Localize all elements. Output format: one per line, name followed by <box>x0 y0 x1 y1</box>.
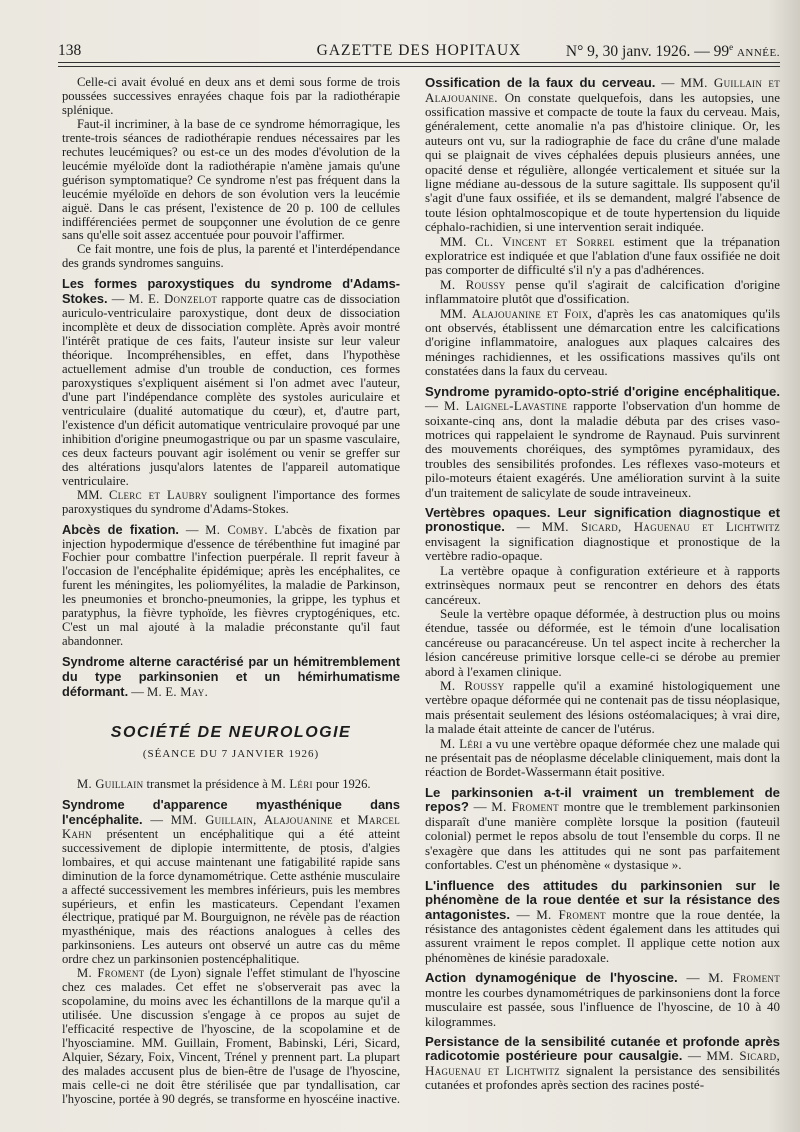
author-name: M. Laignel-Lavastine <box>443 398 568 414</box>
author-name: Marcel Kahn <box>62 812 401 841</box>
text-fragment: rappelle qu'il a examiné histologiquement une vertèbre opaque déformée qui ne contenait pas de tissu néoplasique, mais présentait seulement des lésions ostéomalaciques; à vrai dire, la malade était atteinte de cancer de l'utérus. <box>425 678 780 737</box>
text-fragment: MM. <box>440 305 472 321</box>
right-column <box>425 76 780 1093</box>
paragraph <box>425 307 780 379</box>
issue-info <box>566 42 780 61</box>
section-title: Abcès de fixation. <box>62 521 179 537</box>
section-syndrome-alterne <box>62 655 400 700</box>
paragraph: Ce fait montre, une fois de plus, la parenté et l'interdépendance des grands syndromes sanguins. <box>62 242 400 271</box>
section-lead: Vertèbres opaques. Leur signification diagnostique et pronostique. — MM. Sicard, Haguenau et Lichtwitz envisagent la signification diagnostique et pronostique de la vertèbre radio-opaque. <box>425 504 781 564</box>
seance-date: (SÉANCE DU 7 JANVIER 1926) <box>142 747 320 760</box>
section-text: montre que la roue dentée, la résistance des antagonistes cèdent également dans les attitudes qui assurent vraiment le repos complet. Il applique cette notion aux phénomènes de kinésie paradoxale. <box>425 906 781 965</box>
page-number: 138 <box>58 42 82 59</box>
header-rule-thick <box>58 62 780 63</box>
section-title: Syndrome alterne caractérisé par un hémitremblement du type parkinsonien et un hémirhumatisme déformant. <box>62 654 400 700</box>
text-fragment: pense qu'il s'agirait de calcification d'origine inflammatoire plutôt que d'ossification. <box>425 276 780 307</box>
author-name: M. Roussy <box>440 276 506 292</box>
author-name: MM. Guillain et Alajouanine <box>425 75 781 105</box>
author-name: M. Froment <box>536 906 606 922</box>
author-name: Cl. Vincent et Sorrel <box>475 233 615 249</box>
section-title: Vertèbres opaques. Leur signification diagnostique et pronostique. <box>425 504 780 535</box>
section-lead: Syndrome alterne caractérisé par un hémitremblement du type parkinsonien et un hémirhumatisme déformant. — M. E. May. <box>62 654 400 700</box>
paragraph: Seule la vertèbre opaque déformée, à destruction plus ou moins étendue, tassée ou déformée, est le témoin d'une localisation cancéreuse ou paracancéreuse. Un tel aspect incite à rechercher la lésion cancéreuse primitive lorsque celle-ci se dérobe au premier abord à l'examen clinique. <box>425 606 780 679</box>
author-name: Clerc et Laubry <box>109 487 208 502</box>
author-name: M. Léri <box>271 776 313 791</box>
section-text: montre que le tremblement parkinsonien disparaît d'une manière complète lorsque la position (fauteuil colonial) permet le repos absolu de tout l'ensemble du corps. Il ne s'exagère que dans les attitudes qui ne sont pas parfaitement confortables. C'est un phénomène « dystasique ». <box>425 799 781 873</box>
section-hyoscine <box>425 971 780 1029</box>
page-header <box>58 38 780 62</box>
section-title: Les formes paroxystiques du syndrome d'Adams-Stokes. <box>62 276 400 307</box>
section-text: signalent la persistance des sensibilités cutanées et profondes après section des racines posté- <box>425 1062 780 1093</box>
author-name: MM. Guillain, Alajouanine <box>170 812 333 827</box>
section-text: . L'abcès de fixation par injection hypodermique d'essence de térébenthine fut imaginé par Fochier pour combattre l'infection puerpérale. Il reprit faveur à l'occasion de l'encéphalite épidémique; après les encéphalites, ce furent les méningites, les poliomyélites, la maladie de Parkinson, les pneumonies et broncho-pneumonies, la grippe, les typhus et paratyphus, la fièvre typhoïde, les fièvres cryptogéniques, etc. C'est un mal ajouté à la maladie préconstante qu'il faut abandonner. <box>62 522 400 649</box>
paragraph <box>425 679 780 737</box>
journal-title: GAZETTE DES HOPITAUX <box>316 42 522 59</box>
section-title: L'influence des attitudes du parkinsonien sur le phénomène de la roue dentée et sur la résistance des antagonistes. <box>425 877 780 922</box>
author-name: M. Froment <box>491 799 559 815</box>
paragraph <box>425 737 780 780</box>
section-roue-dentee <box>425 879 780 966</box>
section-faux-cerveau <box>425 76 780 379</box>
section-text: rapporte l'observation d'un homme de soixante-cinq ans, dont la maladie débuta par des crises vaso-motrices qui rappelaient le syndrome de Raynaud. Puis survinrent des mouvements choréiques, des symptômes pyramidaux, des troubles des sensibilités profondes. Les réflexes vaso-moteurs et pilo-moteurs étaient exagérés. Une amélioration survint à la suite d'un traitement de salicylate de soude intraveineux. <box>425 398 780 500</box>
section-text: envisagent la signification diagnostique et pronostique de la vertèbre radio-opaque. <box>425 533 780 564</box>
text-fragment: et <box>332 812 358 827</box>
text-fragment: MM. <box>77 487 109 502</box>
issue-number: N° 9, 30 janv. 1926. — 99 <box>565 43 730 61</box>
section-lead: Persistance de la sensibilité cutanée et profonde après radicotomie postérieure pour causalgie. — MM. Sicard, Haguenau et Lichtwitz signalent la persistance des sensibilités cutanées et profondes après section des racines posté- <box>425 1033 781 1093</box>
section-title: Ossification de la faux du cerveau. <box>425 75 656 90</box>
author-name: Alajouanine et Foix <box>471 305 589 321</box>
text-fragment: soulignent l'importance des formes paroxystiques du syndrome d'Adams-Stokes. <box>62 487 400 516</box>
author-name: MM. Sicard, Haguenau et Lichtwitz <box>541 519 781 535</box>
section-text: montre les courbes dynamométriques de parkinsoniens dont la force musculaire est passée, sous l'influence de l'hyoscine, de 10 à 40 kilogrammes. <box>425 984 780 1029</box>
text-fragment: a vu une vertèbre opaque déformée chez une malade qui ne présentait pas de néoplasme décelable cliniquement, mais dont la réaction de Bordet-Wassermann était positive. <box>425 735 780 780</box>
section-text: (de Lyon) signale l'effet stimulant de l'hyoscine chez ces malades. Cet effet ne s'observerait pas avec la scopolamine, du moins avec les échantillons de la marque qu'il a utilisée. Une discussion s'engage à ce propos au sujet de l'efficacité respective de l'hyoscine, de la scopolamine et de l'hyosciamine. MM. Guillain, Froment, Babinski, Léri, Sicard, Alquier, Sézary, Foix, Vincent, Trénel y prennent part. La plupart des malades accusent plus de bien-être de l'usage de l'hyoscine, mais celle-ci ne doit être stérilisée que par tyndallisation, car l'hyoscine, portée à 90 degrés, se transforme en hyoscéine inactive. <box>62 966 401 1106</box>
paragraph <box>425 278 780 307</box>
section-myasthenique <box>62 798 400 1107</box>
section-lead: Abcès de fixation. — M. Comby. L'abcès de fixation par injection hypodermique d'essence de térébenthine fut imaginé par Fochier pour combattre l'infection puerpérale. Il reprit faveur à l'occasion de l'encéphalite épidémique; après les encéphalites, ce furent les méningites, les poliomyélites, la maladie de Parkinson, les pneumonies et broncho-pneumonies, la grippe, les typhus et paratyphus, la fièvre typhoïde, les fièvres cryptogéniques, etc. C'est un mal ajouté à la maladie préconstante qu'il faut abandonner. <box>62 521 400 649</box>
author-name: M. E. May <box>147 685 205 700</box>
text-fragment: pour 1926. <box>312 776 371 791</box>
author-name: M. E. Donzelot <box>128 292 218 307</box>
text-fragment: transmet la présidence à <box>143 776 272 791</box>
section-title: Syndrome d'apparence myasthénique dans l'encéphalite. <box>62 796 400 827</box>
section-text: présentent un encéphalitique qui a été atteint successivement de diplopie intermittente, de ptosis, d'algies lombaires, et qui accuse maintenant une fatigabilité rapide sans diminution de la force dynamométrique. Cette asthénie musculaire a affecté successivement les membres inférieurs, puis les membres supérieurs, et enfin les masticateurs. Cependant l'examen électrique, pratiqué par M. Bourguignon, ne révèle pas de réaction myasthénique, mais des réactions analogues à celles des parkinsoniens. Les auteurs ont observé un autre cas du même ordre chez un parkinsonien postencéphalitique. <box>62 826 400 967</box>
section-text: rapporte quatre cas de dissociation auriculo-ventriculaire paroxystique, dont deux de dissociation incomplète et deux de dissociation complète. Après avoir montré l'intérêt pratique de ces faits, l'auteur insiste sur leur valeur théorique. Incompréhensibles, en effet, dans l'hypothèse actuellement admise d'un trouble de conduction, ces formes paroxystiques s'expliquent aisément si l'on admet avec l'auteur, d'une part l'indépendance complète des systoles auriculaire et ventriculaire (dualité automatique du cœur), et, d'autre part, l'existence d'un déficit automatique ventriculaire provoqué par une inhibition d'origine pneumogastrique ou par un spasme vasculaire, ces deux facteurs pouvant agir isolément ou venir se greffer sur des altérations jusqu'alors latentes de l'appareil automatique ventriculaire. <box>62 292 401 488</box>
section-lead: Le parkinsonien a-t-il vraiment un tremblement de repos? — M. Froment montre que le tremblement parkinsonien disparaît d'une manière complète lorsque la position (fauteuil colonial) permet le repos absolu de tout l'ensemble du corps. Il ne s'exagère que dans les attitudes qui ne sont pas parfaitement confortables. C'est un phénomène « dystasique ». <box>425 784 781 873</box>
text-fragment: , d'après les cas anatomiques qu'ils ont observés, établissent une démarcation entre les calcifications d'origine inflammatoire, analogues aux plaques calcaires des méninges rachidiennes, et les ossifications massives qu'ils ont constatées dans la faux du cerveau. <box>425 305 780 379</box>
paragraph: Faut-il incriminer, à la base de ce syndrome hémorragique, les trente-trois séances de radiothérapie rendues nécessaires par les rechutes leucémiques? ou est-ce un des modes d'évolution de la leucémie myéloïde dont la radiothérapie n'amène jamais qu'une guérison symptomatique? Ce syndrome n'est pas fréquent dans la leucémie myéloïde en dehors de son évolution vers la leucémie aiguë. Dans le cas présent, l'existence de 20 p. 100 de cellules indifférenciées permet de soupçonner une évolution de ce genre sans qu'elle soit assez accentuée pour pouvoir l'affirmer. <box>62 116 400 243</box>
author-name: M. Guillain <box>77 776 144 791</box>
section-lead: L'influence des attitudes du parkinsonien sur le phénomène de la roue dentée et sur la résistance des antagonistes. — M. Froment montre que la roue dentée, la résistance des antagonistes cèdent également dans les attitudes qui assurent vraiment le repos complet. Il applique cette notion aux phénomènes de kinésie paradoxale. <box>425 877 781 965</box>
author-name: MM. Sicard, Haguenau et Lichtwitz <box>425 1048 781 1078</box>
text-fragment: estiment que la trépanation exploratrice est indiquée et que l'ablation d'une faux ossifiée ne doit pas comporter de difficulté s'il n'y a pas d'adhérences. <box>425 233 781 278</box>
section-radicotomie <box>425 1035 780 1093</box>
paragraph <box>62 489 400 517</box>
society-title: SOCIÉTÉ DE NEUROLOGIE <box>110 723 352 741</box>
section-title: Syndrome pyramido-opto-strié d'origine encéphalitique. <box>425 383 780 399</box>
section-text: . On constate quelquefois, dans les autopsies, une ossification massive et compacte de toute la faux du cerveau. Mais, généralement, cette anomalie n'a pas d'histoire clinique. Or, les auteurs ont vu, sur la radiographie de face du crâne d'une malade qui se plaignait de vives céphalées depuis plusieurs années, une opacité dense et régulière, allongée verticalement et située sur la ligne médiane au-dessous de la suture sagittale. Ils supposent qu'il s'agit d'une faux ossifiée, et ils se demandent, malgré l'absence de toute lésion ophtalmoscopique et de toute hypertension du liquide céphalo-rachidien, si une intervention serait indiquée. <box>425 89 780 235</box>
section-lead: Action dynamogénique de l'hyoscine. — M. Froment montre les courbes dynamométriques de parkinsoniens dont la force musculaire est passée, sous l'influence de l'hyoscine, de 10 à 40 kilogrammes. <box>425 970 780 1029</box>
section-title: Le parkinsonien a-t-il vraiment un tremblement de repos? <box>425 784 780 815</box>
issue-year: ANNÉE. <box>736 47 780 60</box>
author-name: M. Froment <box>77 966 145 981</box>
section-pyramido <box>425 385 780 500</box>
section-adams-stokes <box>62 277 400 516</box>
left-column <box>62 76 400 1107</box>
text-fragment: MM. <box>440 233 476 249</box>
paragraph <box>62 967 400 1107</box>
author-name: M. Froment <box>708 970 780 986</box>
author-name: M. Léri <box>440 735 483 751</box>
paragraph: La vertèbre opaque à configuration extérieure et à rapports extrinsèques normaux peut se rencontrer en dehors des états cancéreux. <box>425 562 780 607</box>
section-title: Action dynamogénique de l'hyoscine. <box>425 970 678 986</box>
section-lead: Ossification de la faux du cerveau. — MM. Guillain et Alajouanine. On constate quelquefois, dans les autopsies, une ossification massive et compacte de toute la faux du cerveau. Mais, généralement, cette anomalie n'a pas d'histoire clinique. Or, les auteurs ont vu, sur la radiographie de face du crâne d'une malade qui se plaignait de vives céphalées depuis plusieurs années, une opacité dense et régulière, allongée verticalement et située sur la ligne médiane au-dessous de la suture sagittale. Ils supposent qu'il s'agit d'une faux ossifiée, et ils se demandent, malgré l'absence de toute lésion ophtalmoscopique et de toute hypertension du liquide céphalo-rachidien, si une intervention serait indiquée. <box>425 75 781 235</box>
section-lead: Syndrome pyramido-opto-strié d'origine encéphalitique. — M. Laignel-Lavastine rapporte l'observation d'un homme de soixante-cinq ans, dont la maladie débuta par des crises vaso-motrices qui rappelaient le syndrome de Raynaud. Puis survinrent des mouvements choréiques, des symptômes pyramidaux, des troubles des sensibilités profondes. Les réflexes vaso-moteurs et pilo-moteurs étaient exagérés. Une amélioration survint à la suite d'un traitement de salicylate de soude intraveineux. <box>425 383 780 500</box>
paragraph: Celle-ci avait évolué en deux ans et demi sous forme de trois poussées successives enrayées chaque fois par la radiothérapie splénique. <box>62 75 400 117</box>
section-title: Persistance de la sensibilité cutanée et profonde après radicotomie postérieure pour causalgie. <box>425 1033 780 1064</box>
section-tremblement <box>425 786 780 873</box>
author-name: M. Roussy <box>440 678 505 694</box>
section-lead: Les formes paroxystiques du syndrome d'Adams-Stokes. — M. E. Donzelot rapporte quatre cas de dissociation auriculo-ventriculaire paroxystique, dont deux de dissociation incomplète et deux de dissociation complète. Après avoir montré l'intérêt pratique de ces faits, l'auteur insiste sur leur valeur théorique. Incompréhensibles, en effet, dans l'hypothèse actuellement admise d'un trouble de conduction, ces formes paroxystiques s'expliquent aisément si l'on admet avec l'auteur, d'une part l'indépendance complète des systoles auriculaire et ventriculaire (dualité automatique du cœur), et, d'autre part, l'existence d'un déficit automatique ventriculaire provoqué par une inhibition d'origine pneumogastrique ou par un spasme vasculaire, ces deux facteurs pouvant agir isolément ou venir se greffer sur des altérations jusqu'alors latentes de l'appareil automatique ventriculaire. <box>62 276 401 488</box>
section-vertebres <box>425 506 780 780</box>
paragraph <box>425 235 780 278</box>
header-rule-thin <box>58 66 780 67</box>
author-name: M. Comby <box>205 522 265 537</box>
paragraph <box>62 778 400 792</box>
section-abces <box>62 523 400 650</box>
issue-superscript: e <box>729 42 734 52</box>
section-lead: Syndrome d'apparence myasthénique dans l'encéphalite. — MM. Guillain, Alajouanine et Marcel Kahn présentent un encéphalitique qui a été atteint successivement de diplopie intermittente, de ptosis, d'algies lombaires, et qui accuse maintenant une fatigabilité rapide sans diminution de la force dynamométrique. Cette asthénie musculaire a affecté successivement les membres inférieurs, puis les membres supérieurs, et enfin les masticateurs. Cependant l'examen électrique, pratiqué par M. Bourguignon, ne révèle pas de réaction myasthénique, mais des réactions analogues à celles des parkinsoniens. Les auteurs ont observé un autre cas du même ordre chez un parkinsonien postencéphalitique. <box>62 796 401 967</box>
